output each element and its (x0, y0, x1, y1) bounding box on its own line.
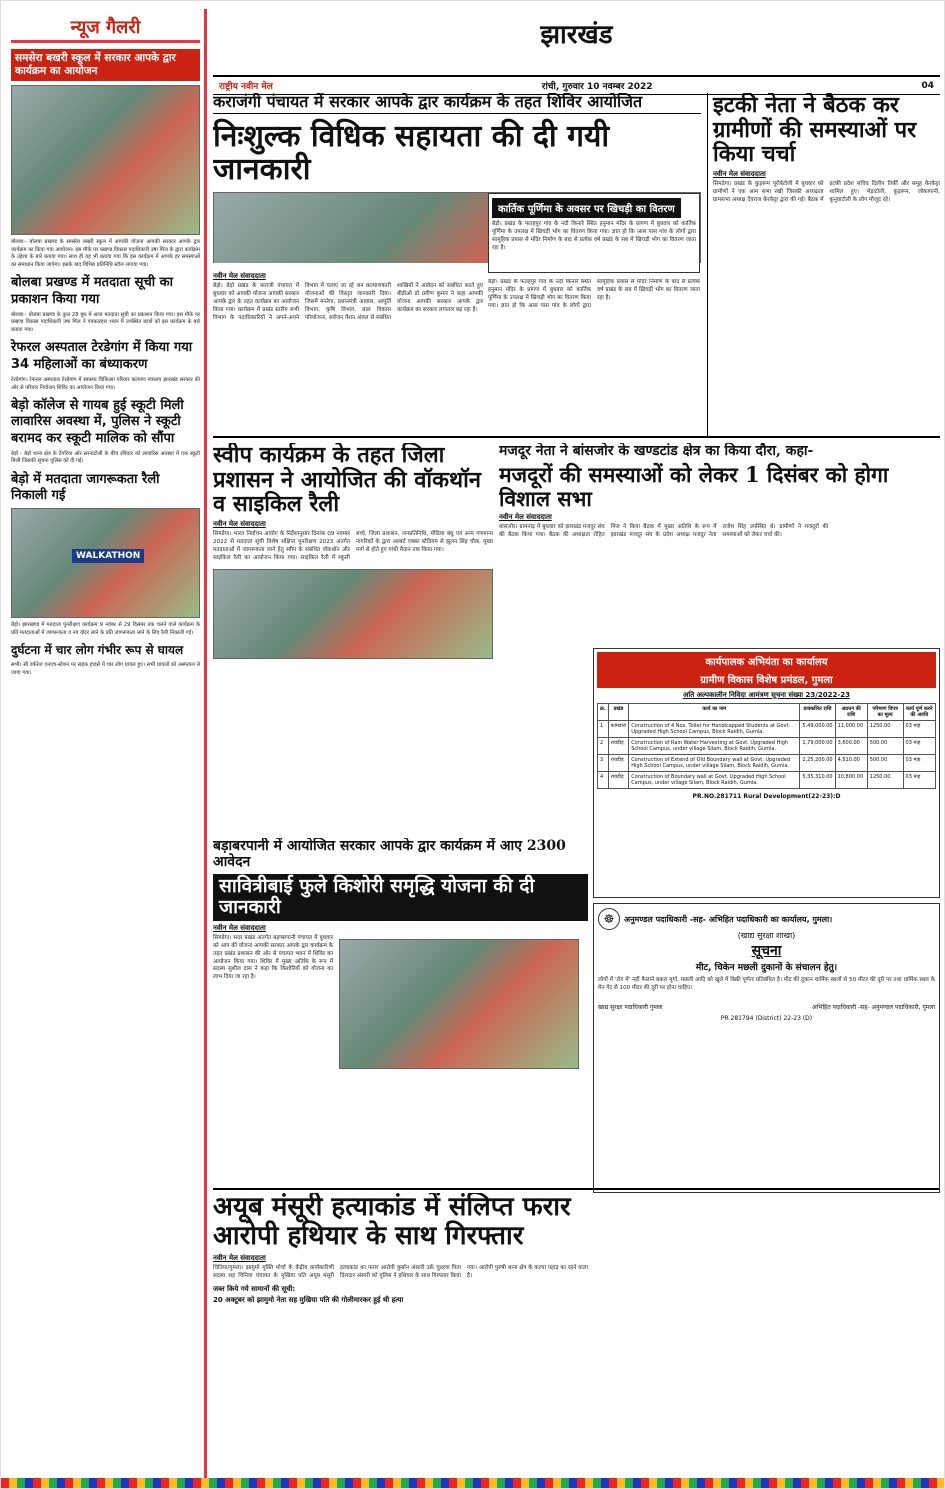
sweep-photo (213, 569, 493, 659)
suchna-signatures (598, 1003, 935, 1011)
news-gallery-sidebar (7, 9, 207, 1479)
table-cell: Construction of Extend of Old Boundary wall at Govt. Upgraded High School Campus, under village Silam, Block Raidih, Gumla. (629, 755, 800, 772)
tender-table (597, 703, 936, 789)
ayub-headline: अयूब मंसूरी हत्याकांड में संलिप्त फरार आरोपी हथियार के साथ गिरफ्तार (213, 1193, 571, 1252)
main-content (213, 93, 940, 1483)
ayub-subhead-1: जब्त किये गये सामानों की सूची: (213, 1285, 296, 1294)
table-cell: 1250.00 (867, 721, 903, 738)
sidebar-headline-6: दुर्घटना में चार लोग गंभीर रूप से घायल (11, 643, 184, 658)
tender-footer: PR.NO.281711 Rural Development(22-23):D (692, 793, 841, 800)
sweep-byline: नवीन मेल संवाददाता (213, 519, 266, 528)
kartik-headline: कार्तिक पूर्णिमा के अवसर पर खिचड़ी का वितरण (492, 198, 681, 218)
tender-notice-title: अति अल्पकालीन निविदा आमंत्रण सूचना संख्या 23/2022-23 (683, 691, 850, 699)
table-cell: 03 माह (903, 755, 935, 772)
table-cell: Construction of Boundary wall at Govt. Upgraded High School Campus, under village Silam, Block Raidih, Gumla. (629, 772, 800, 789)
badhpani-kicker: बड़ाबरपानी में आयोजित सरकार आपके द्वार कार्यक्रम में आए 2300 आवेदन (213, 838, 566, 871)
badhpani-body: सिमडेगा। सदर प्रखंड अंतर्गत बड़ाबरपानी पंचायत में बुधवार को आप की योजना आपकी सरकार आपके द्वार कार्यक्रम के तहत प्रखंड प्रशासन की ओर से पंचायत भवन में शिविर का आयोजन किया गया। शिविर में मुख्य अतिथि के रूप में सदस्य सुशील दास ने कहा कि किशोरियों को योजना का लाभ दिया जा रहा है। (213, 934, 333, 981)
emblem-icon: ☸ (598, 908, 620, 930)
suchna-dept: (खाद्य सुरक्षा शाखा) (737, 931, 796, 940)
suchna-header (598, 908, 935, 930)
suchna-office: अनुमण्डल पदाधिकारी -सह- अभिहित पदाधिकारी का कार्यालय, गुमला। (624, 914, 833, 924)
table-cell: Construction of Rain Water Harvesting at Govt. Upgraded High School Campus, under village Silam, Block Raidih, Gumla. (629, 738, 800, 755)
sign-right: अभिहित पदाधिकारी -सह- अनुमण्डल पदाधिकारी, गुमला (812, 1003, 935, 1011)
paper-logo: राष्ट्रीय नवीन मेल (219, 82, 273, 92)
majdoor-article (499, 443, 940, 663)
tender-col: कार्य का नाम (629, 704, 800, 721)
tender-col: प्रखंड (608, 704, 628, 721)
table-row (598, 738, 936, 755)
right-top-headline: इटकी नेता ने बैठक कर ग्रामीणों की समस्याओं पर किया चर्चा (713, 93, 917, 168)
tender-header-row (598, 704, 936, 721)
tender-col: परिमाण विपत्र का मूल्य (867, 704, 903, 721)
color-strip (1, 1478, 944, 1488)
suchna-subtitle: मीट, चिकेन मछली दुकानों के संचालन हेतु। (695, 963, 838, 973)
walkathon-banner: WALKATHON (72, 549, 144, 563)
lead-headline: निःशुल्क विधिक सहायता की दी गयी जानकारी (213, 119, 610, 188)
table-cell: 03 माह (903, 738, 935, 755)
lead-kicker: कराजंगी पंचायत में सरकार आपके द्वार कार्यक्रम के तहत शिविर आयोजित (213, 93, 701, 114)
table-cell: 500.00 (867, 755, 903, 772)
sweep-article (213, 443, 493, 833)
sidebar-body-2: बोलबा:- बोलबा प्रखण्ड के कुल 28 बूथ में आज मतदाता सूची का प्रकाशन किया गया। इस मौके पर प्रखण्ड विकास पदाधिकारी उषा मिंज ने पत्रकारहार भवन में उपस्थित छात्रों को इस कार्यक्रम के बारे बताया गया। (11, 311, 200, 333)
tender-division: ग्रामीण विकास विशेष प्रमंडल, गुमला (597, 670, 936, 688)
sidebar-body-5: बेड़ो। झारखण्ड में मतदाता पुनरीक्षण कार्यक्रम 9 नवंबर से 29 दिसंबर तक चलने वाले कार्यक्रम के प्रति मतदाताओं में जागरूकता व नव वोटर लाने के प्रति जागरूकता लाने के लिए रैली निकाली गई। (11, 622, 200, 636)
table-cell: रायडीह (608, 755, 628, 772)
sweep-body: सिमडेगा। भारत निर्वाचन आयोग के निर्देशानुसार दिनांक 09 नवम्बर 2022 से मतदाता सूची विशेष संक्षिप्त पुनरीक्षण 2023 अंतर्गत मतदाताओं में जागरूकता लाने हेतु स्वीप के संबंधित वॉकथॉन और साइकिल रैली का आयोजन किया गया। साइकिल रैली में स्कूली बच्चे, जिला प्रशासन, जनप्रतिनिधि, मीडिया बंधु एवं अन्य गणमान्य नागरिकों के द्वारा अल्बर्ट एक्का स्टेडियम से झूलन सिंह चौक, मुख्य मार्ग से होते हुए गांधी मैदान तक किया गया। (213, 530, 493, 561)
table-cell: 3 (598, 755, 609, 772)
kartik-body: बेड़ो। प्रखंड के फतहपुर गांव के नदी किनारे स्थित हनुमान मंदिर के प्रांगण में बुधवार को कार्तिक पूर्णिमा के उपलक्ष में खिचड़ी भोग का वितरण किया गया। ज्ञात हो कि आस पास गांव के लोगों द्वारा सामूहिक प्रयास से मंदिर निर्माण के बाद से प्रत्येक वर्ष प्रखंड के सब में खिचड़ी भोग का वितरण जाता रहा है। (492, 221, 696, 251)
ayub-body: चितिया/गुमला। झामुमो मुक्ति मोर्चा के केंद्रीय कार्यकारिणी सदस्य सह चिनिया पंचायत के मुखिया पति अयूब मंसूरी हत्याकांड का फरार आरोपी कुर्बान अंसारी उर्फ़ चुल्हवा पिता दिलदार अंसारी को पुलिस ने हथियार के साथ गिरफ्तार किया गया। आरोपी पुरुषी थाना क्षेत्र के करचा पहाड़ का रहने वाला है। (213, 1265, 588, 1280)
sweep-headline: स्वीप कार्यक्रम के तहत जिला प्रशासन ने आयोजित की वॉकथॉन व साइकिल रैली (213, 443, 481, 518)
table-row (598, 755, 936, 772)
tender-col: प्राक्कलित राशि (800, 704, 835, 721)
majdoor-headline: मजदूरों की समस्याओं को लेकर 1 दिसंबर को होगा विशाल सभा (499, 462, 889, 511)
majdoor-kicker: मजदूर नेता ने बांसजोर के खण्डटांड क्षेत्र का किया दौरा, कहा- (499, 443, 814, 459)
table-cell: 1 (598, 721, 609, 738)
table-cell: 5,35,310.00 (800, 772, 835, 789)
sidebar-body-1: बोलबा:- बोलबा प्रखण्ड के समसेरा बखरी स्कूल में आपकी योजना आपकी सरकार आपके द्वार कार्यक्रम का किया गया आयोजन। इस मौके पर प्रखण्ड विकास पदाधिकारी उषा मिंज के द्वारा कार्यक्रम के उद्देश्य के बारे बताया गया। साथ ही यह भी बताया गया कि इस कार्यक्रम में आपके हर समस्याओं का समाधान किया जायेगा। इसके बाद विभिन्न प्रतिनिधि स्टॉल लगाया गया। (11, 239, 200, 268)
badhpani-headline: सावित्रीबाई फुले किशोरी समृद्धि योजना की दी जानकारी (213, 874, 588, 921)
ayub-subhead-2: 20 अक्टूबर को झामुमो नेता सह मुखिया पति की गोलीमारकर हुई थी हत्या (213, 1296, 404, 1305)
gallery-title: न्यूज गैलरी (11, 9, 200, 43)
page-number: 04 (921, 80, 934, 91)
table-cell: 500.00 (867, 738, 903, 755)
table-cell: 3,600.00 (835, 738, 867, 755)
badhpani-article (213, 838, 588, 1183)
table-cell: 2 (598, 738, 609, 755)
majdoor-body: बांसजोर। ग्रामनांड़ में बुधवार को झारखंड मजदूर संघ की बैठक किया गया। बैठक की अध्यक्षता रोहित मिंज ने किया बैठक में मुख्य अतिथि के रूप में झारखंड मजदूर संघ के प्रदेश अध्यक्ष मजदूर नेता राजेश सिंह उपस्थित थे। ग्रामीणों ने मजदूरों की समस्याओं को लेकर चर्चा की। (499, 524, 829, 539)
table-cell: 4,510.00 (835, 755, 867, 772)
kartik-body-cont: बेड़ो। प्रखंड के फतहपुर गांव के नदी किनारे स्थित हनुमान मंदिर के प्रांगण में बुधवार को कार्तिक पूर्णिमा के उपलक्ष में खिचड़ी भोग का वितरण किया गया। ज्ञात हो कि आस पास गांव के लोगों द्वारा सामूहिक प्रयास से मंदिर निर्माण के बाद से प्रत्येक वर्ष प्रखंड के सब में खिचड़ी भोग का वितरण जाता रहा है। (488, 279, 700, 309)
ayub-article (213, 1193, 588, 1478)
sidebar-headline-3: रेफरल अस्पताल टेरडेगांग में किया गया 34 महिलाओं का बंध्याकरण (11, 340, 193, 372)
masthead-strip (213, 75, 940, 95)
kartik-more (488, 279, 700, 429)
majdoor-byline: नवीन मेल संवाददाता (499, 513, 552, 522)
table-row (598, 772, 936, 789)
divider-1 (213, 436, 940, 438)
tender-col: अग्रधन की राशि (835, 704, 867, 721)
suchna-title: सूचना (751, 943, 782, 959)
table-cell: 1250.00 (867, 772, 903, 789)
sidebar-body-4: बेड़ो - बेड़ो थाना क्षेत्र के टेंगरिया ओर सरनाटोली के बीच रविवार को लावारिस अवस्था में एक स्कूटी मिली जिसकी सूचना पुलिस को दी गई। (11, 450, 200, 465)
table-cell: 2,25,200.00 (800, 755, 835, 772)
sidebar-headline-5: बेड़ो में मतदाता जागरूकता रैली निकाली गई (11, 471, 160, 504)
suchna-notice (593, 903, 940, 1193)
badhpani-row (213, 935, 588, 1073)
section-title: झारखंड (540, 20, 613, 50)
table-cell: 4 (598, 772, 609, 789)
sidebar-body-6: सभी। सी वर्करेज एनएच-स्टेशन पर सड़क हादसे में चार लोग घायल हुए। सभी घायलों को अस्पताल ले जाया गया। (11, 662, 200, 676)
table-cell: Construction of 4 Nos. Toilet for Handicapped Students at Govt. Upgraded High School Campus, Block Raidih, Gumla. (629, 721, 800, 738)
table-cell: 10,800.00 (835, 772, 867, 789)
right-top-article (707, 93, 940, 438)
masthead (213, 9, 940, 92)
suchna-footer: PR 281794 (District) 22-23 (D) (720, 1014, 813, 1022)
right-top-byline: नवीन मेल संवाददाता (713, 169, 766, 178)
table-cell: रायडीह (608, 738, 628, 755)
sign-left: खाद्य सुरक्षा पदाधिकारी गुमला (598, 1003, 663, 1011)
table-row (598, 721, 936, 738)
sidebar-body-3: टेरडेगांग। रेफरल अस्पताल टेरडेगांग में स्वास्थ्य चिकित्सा परिवार कल्याण मंत्रालय झारखंड सरकार की ओर से परिवार नियोजन शिविर का आयोजन किया गया। (11, 376, 200, 391)
table-cell: 5,49,000.00 (800, 721, 835, 738)
tender-notice (593, 648, 940, 898)
lead-body-block (213, 269, 483, 429)
sidebar-headline-1: समसेरा बखरी स्कूल में सरकार आपके द्वार कार्यक्रम का आयोजन (11, 49, 200, 81)
sidebar-headline-4: बेड़ो कॉलेज से गायब हुई स्कूटी मिली लावारिस अवस्था में, पुलिस ने स्कूटी बरामद कर स्कूटी मालिक को सौंपा (11, 398, 184, 446)
ayub-byline: नवीन मेल संवाददाता (213, 1254, 266, 1263)
dateline: रांची, गुरुवार 10 नवम्बर 2022 (541, 82, 653, 92)
badhpani-photo (339, 939, 579, 1069)
tender-office: कार्यपालक अभियंता का कार्यालय (597, 652, 936, 670)
kartik-box (488, 193, 700, 273)
table-cell: 11,000.00 (835, 721, 867, 738)
sidebar-photo-2 (11, 508, 200, 618)
right-top-body: सिमडेगा। प्रखंड के कुड़रूम पूरोबेटोली में बुधवार को ग्रामीणों ने एक आम सभा रखी जिसकी अध्यक्षता ग्रामसभा अध्यक्ष देवराज केरकेट्टा द्वारा की गई। बैठक में इटकी प्रदेश सचिव दिलीप तिर्की और समूह केरकेट्टा शामिल हुए। भेड़ाटोली, कुड़रूम, जोकापानी, कुनुवाटोली के लोग मौजूद रहे। (713, 180, 940, 203)
sidebar-headline-2: बोलबा प्रखण्ड में मतदाता सूची का प्रकाशन किया गया (11, 275, 173, 307)
table-cell: कामडारा (608, 721, 628, 738)
lead-body: बेड़ो। बेड़ो प्रखंड के कराजी पंचायत में बुधवार को आपकी योजना आपकी सरकार आपके द्वार के तहत कार्यक्रम का आयोजन किया गया। कार्यक्रम में प्रखंड स्तरीय सभी विभाग के पदाधिकारियों ने अपने-अपने विभाग में चलाए जा रहे जन कल्याणकारी योजनाओं की विस्तृत जानकारी दिया। जिसमें मनरेगा, प्रधानमंत्री आवास, आपूर्ति विभाग, कृषि विभाग, बाल विकास परियोजना, सर्वजन पेंशन अंचल से संबंधित शाखियों ने आवेदन को संबंधित करते हुए बीडीओ डॉ प्रवीण कुमार ने कहा आपकी योजना आपकी सरकार आपके द्वार कार्यक्रम का सरकार लगातार बढ़ रहा है। (213, 283, 483, 321)
table-cell: 03 माह (903, 721, 935, 738)
tender-col: क्र. (598, 704, 609, 721)
lead-byline: नवीन मेल संवाददाता (213, 272, 266, 280)
sidebar-photo-1 (11, 85, 200, 235)
tender-col: कार्य पूर्ण करने की अवधि (903, 704, 935, 721)
table-cell: 1,79,000.00 (800, 738, 835, 755)
badhpani-byline: नवीन मेल संवाददाता (213, 923, 266, 932)
table-cell: 03 माह (903, 772, 935, 789)
table-cell: रायडीह (608, 772, 628, 789)
suchna-body: लोगों में 'रोग में' नहीं फैलाने बकरा मुर्गा, मछली आदि को खुले में बिक्री पूर्णतः प्रतिबंधित है। मीट की दुकान धार्मिक स्थलों से 50 मीटर की दूरी पर तथा धार्मिक स्थल के मेन गेट से 100 मीटर की दूरी पर होना चाहिए। (598, 977, 935, 991)
